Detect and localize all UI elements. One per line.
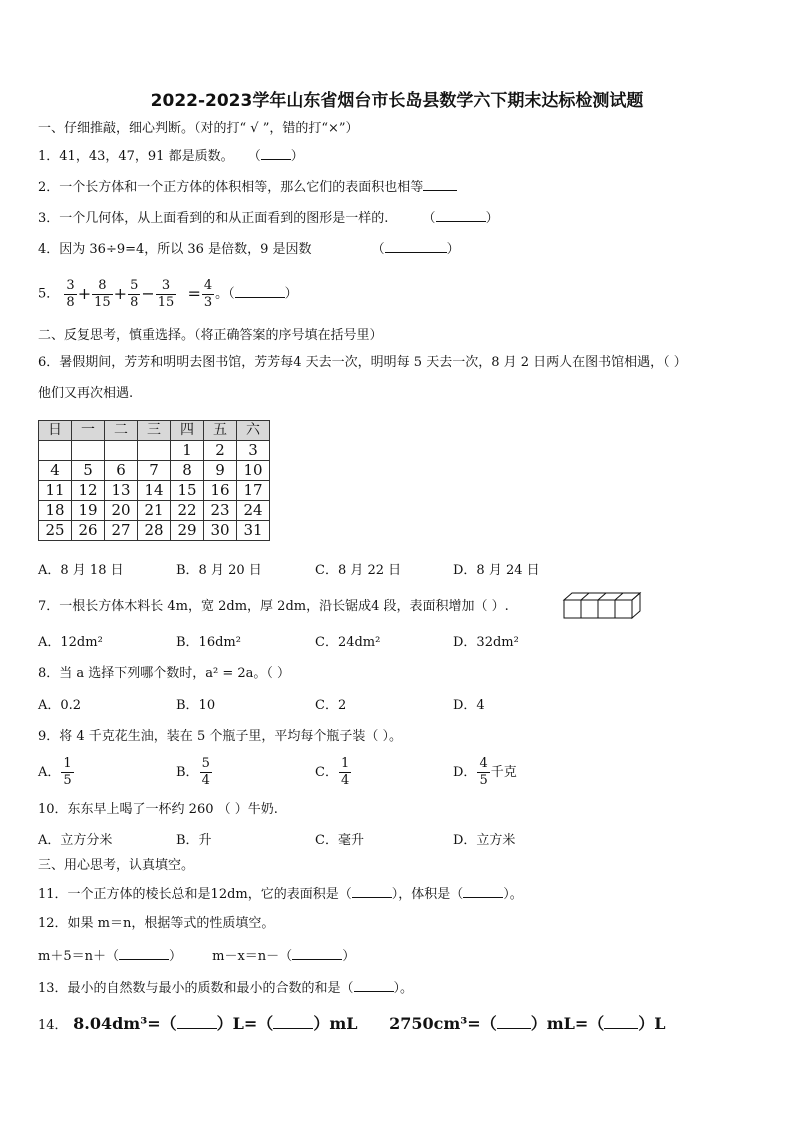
calendar-cell: 29 (171, 521, 204, 541)
calendar-header-cell: 日 (39, 421, 72, 441)
q7-option-b[interactable]: B．16dm² (176, 635, 241, 650)
question-6-text-2: 他们又再次相遇. (38, 386, 134, 401)
question-1 (38, 146, 304, 166)
answer-blank-14d[interactable] (604, 1015, 638, 1029)
section-2-heading: 二、反复思考，慎重选择。（将正确答案的序号填在括号里） (38, 328, 383, 343)
answer-blank-2[interactable] (423, 177, 457, 191)
question-1-text: 1．41，43，47，91 都是质数。 (38, 149, 234, 164)
calendar-header-cell: 六 (237, 421, 270, 441)
paren-right: ） (290, 149, 304, 164)
q10-option-c[interactable]: C．毫升 (315, 833, 364, 848)
q9-option-d[interactable]: D． $\frac{4}{5}$ 千克 (453, 756, 517, 788)
calendar-cell (105, 441, 138, 461)
q10-option-a[interactable]: A．立方分米 (38, 833, 113, 848)
fraction: $\frac{5}{8}$ (130, 277, 139, 310)
calendar-cell (138, 441, 171, 461)
question-3-text: 3．一个几何体，从上面看到的和从正面看到的图形是一样的. (38, 211, 389, 226)
question-13: 13．最小的自然数与最小的质数和最小的合数的和是（ ）。 (38, 978, 413, 998)
question-4-text: 4．因为 36÷9=4，所以 36 是倍数，9 是因数 (38, 242, 312, 257)
calendar-cell: 17 (237, 481, 270, 501)
question-9-text: 9．将 4 千克花生油，装在 5 个瓶子里，平均每个瓶子装（ ）。 (38, 729, 402, 744)
calendar-cell: 18 (39, 501, 72, 521)
calendar-cell: 22 (171, 501, 204, 521)
question-11: 11．一个正方体的棱长总和是12dm，它的表面积是（ ），体积是（ ）。 (38, 884, 523, 904)
calendar-cell: 26 (72, 521, 105, 541)
question-12-equations: m＋5＝n＋（ ） m－x＝n－（ ） (38, 946, 355, 966)
calendar-cell: 4 (39, 461, 72, 481)
section-1-heading: 一、仔细推敲，细心判断。（对的打“ √ ”，错的打“×”） (38, 121, 359, 136)
fraction: $\frac{3}{8}$ (66, 277, 75, 310)
q9-option-a[interactable]: A． $\frac{1}{5}$ (38, 756, 72, 788)
calendar-cell: 13 (105, 481, 138, 501)
operator: − (141, 284, 155, 303)
answer-blank-12b[interactable] (292, 946, 342, 960)
question-2-text: 2．一个长方体和一个正方体的体积相等，那么它们的表面积也相等 (38, 180, 424, 195)
q7-option-a[interactable]: A．12dm² (38, 635, 103, 650)
q8-option-a[interactable]: A．0.2 (38, 698, 82, 713)
calendar-cell: 16 (204, 481, 237, 501)
paren-left: （ (422, 211, 436, 226)
question-14: 14． 8.04dm³=（ ）L=（ ）mL 2750cm³=（ ）mL=（ ）L (38, 1014, 666, 1033)
answer-blank-3[interactable] (436, 208, 486, 222)
answer-blank-14a[interactable] (177, 1015, 217, 1029)
question-5-label: 5． (38, 286, 60, 302)
paren-left: （ (247, 149, 261, 164)
page-title: 2022-2023学年山东省烟台市长岛县数学六下期末达标检测试题 (150, 91, 644, 111)
calendar-header-cell: 五 (204, 421, 237, 441)
calendar-cell: 6 (105, 461, 138, 481)
calendar-cell: 10 (237, 461, 270, 481)
answer-blank-11b[interactable] (463, 884, 503, 898)
q9-option-b[interactable]: B． $\frac{5}{4}$ (176, 756, 210, 788)
calendar-cell: 14 (138, 481, 171, 501)
calendar-cell: 3 (237, 441, 270, 461)
calendar-cell: 24 (237, 501, 270, 521)
fraction: $\frac{1}{5}$ (63, 756, 72, 788)
question-3 (38, 208, 499, 228)
q6-option-d[interactable]: D．8 月 24 日 (453, 563, 540, 578)
q8-option-d[interactable]: D．4 (453, 698, 485, 713)
question-5 (38, 274, 298, 315)
calendar-header-cell: 一 (72, 421, 105, 441)
calendar-cell: 27 (105, 521, 138, 541)
calendar-cell: 23 (204, 501, 237, 521)
fraction: $\frac{1}{4}$ (340, 756, 350, 788)
question-8-text: 8．当 a 选择下列哪个数时，a² = 2a。（ ） (38, 666, 291, 681)
calendar-cell: 11 (39, 481, 72, 501)
answer-blank-14c[interactable] (497, 1015, 531, 1029)
answer-blank-14b[interactable] (273, 1015, 313, 1029)
calendar-cell: 31 (237, 521, 270, 541)
fraction: $\frac{5}{4}$ (201, 756, 210, 788)
calendar-cell: 5 (72, 461, 105, 481)
paren-right: ） (446, 242, 460, 257)
calendar-cell: 25 (39, 521, 72, 541)
fraction: $\frac{3}{15}$ (157, 277, 175, 310)
q7-option-c[interactable]: C．24dm² (315, 635, 381, 650)
question-10-text: 10．东东早上喝了一杯约 260 （ ）牛奶. (38, 802, 278, 817)
section-3-heading: 三、用心思考，认真填空。 (38, 858, 195, 873)
fraction: $\frac{4}{3}$ (203, 277, 213, 310)
q10-option-b[interactable]: B．升 (176, 833, 212, 848)
calendar-cell: 8 (171, 461, 204, 481)
q6-option-a[interactable]: A．8 月 18 日 (38, 563, 124, 578)
q6-option-c[interactable]: C．8 月 22 日 (315, 563, 402, 578)
calendar-cell: 30 (204, 521, 237, 541)
wood-block-figure (560, 590, 644, 622)
calendar-cell: 28 (138, 521, 171, 541)
answer-blank-4[interactable] (385, 239, 447, 253)
answer-blank-13[interactable] (354, 978, 394, 992)
calendar-cell: 20 (105, 501, 138, 521)
question-2 (38, 177, 457, 197)
calendar-row (39, 441, 270, 461)
calendar-cell: 1 (171, 441, 204, 461)
calendar-cell: 2 (204, 441, 237, 461)
calendar-cell (72, 441, 105, 461)
operator: = (187, 284, 201, 303)
calendar-row (39, 521, 270, 541)
q8-option-b[interactable]: B．10 (176, 698, 216, 713)
question-6-text-1: 6．暑假期间，芳芳和明明去图书馆，芳芳每4 天去一次，明明每 5 天去一次，8 月 2 日两人在图书馆相遇，（ ） (38, 355, 687, 370)
question-7-text: 7．一根长方体木料长 4m，宽 2dm，厚 2dm，沿长锯成4 段，表面积增加（ ）. (38, 599, 509, 614)
q6-option-b[interactable]: B．8 月 20 日 (176, 563, 262, 578)
calendar-cell: 21 (138, 501, 171, 521)
calendar-cell: 9 (204, 461, 237, 481)
q8-option-c[interactable]: C．2 (315, 698, 347, 713)
calendar-row (39, 461, 270, 481)
answer-blank-12a[interactable] (119, 946, 169, 960)
calendar-cell: 12 (72, 481, 105, 501)
calendar-cell: 7 (138, 461, 171, 481)
calendar-row (39, 501, 270, 521)
answer-blank-1[interactable] (261, 146, 291, 160)
q9-option-c[interactable]: C． $\frac{1}{4}$ (315, 756, 350, 788)
question-12-text: 12．如果 m＝n，根据等式的性质填空。 (38, 916, 275, 931)
calendar-header-cell: 三 (138, 421, 171, 441)
paren-left: （ (371, 242, 385, 257)
calendar-cell: 19 (72, 501, 105, 521)
calendar-header-row (39, 421, 270, 441)
paren-right: ） (485, 211, 499, 226)
q7-option-d[interactable]: D．32dm² (453, 635, 519, 650)
calendar-header-cell: 四 (171, 421, 204, 441)
calendar-cell (39, 441, 72, 461)
question-5-tail: 。（ (215, 286, 235, 302)
answer-blank-5[interactable] (235, 284, 285, 298)
paren-right: ） (284, 286, 298, 302)
calendar-header-cell: 二 (105, 421, 138, 441)
fraction: $\frac{4}{5}$ (479, 756, 488, 788)
operator: + (77, 284, 92, 303)
calendar-table (38, 420, 270, 541)
calendar-row (39, 481, 270, 501)
question-4 (38, 239, 460, 259)
calendar-cell: 15 (171, 481, 204, 501)
operator: + (113, 284, 128, 303)
answer-blank-11a[interactable] (352, 884, 392, 898)
q10-option-d[interactable]: D．立方米 (453, 833, 516, 848)
fraction: $\frac{8}{15}$ (94, 277, 111, 310)
